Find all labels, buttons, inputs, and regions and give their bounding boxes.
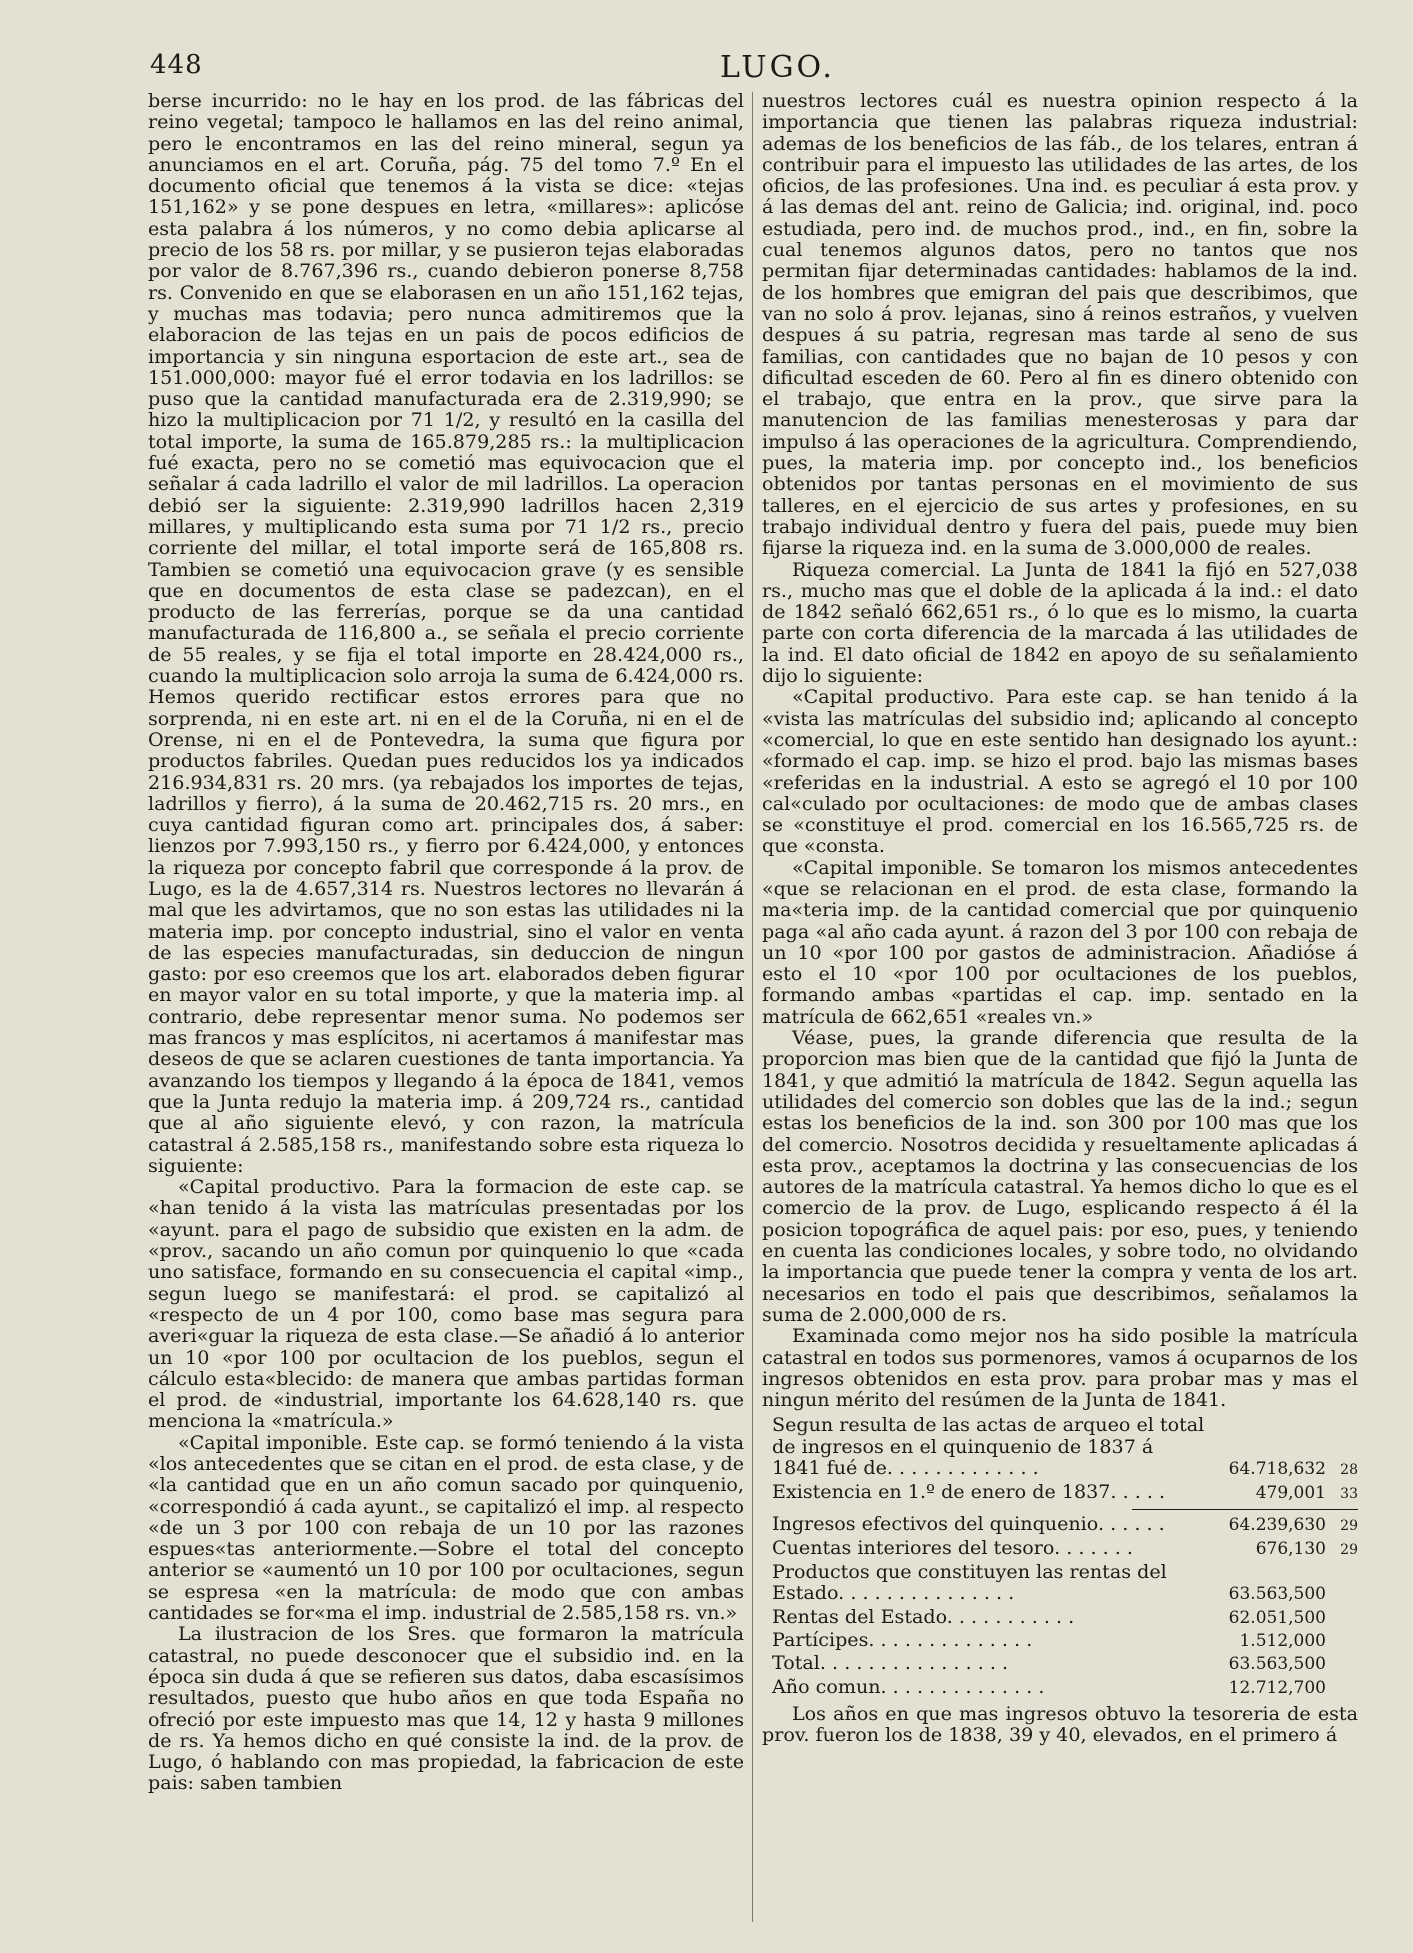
paragraph: Véase, pues, la grande diferencia que resulta de la proporcion mas bien que de la cantidad que fijó la Junta de 1841, y que admitió la matrícula de 1842. Segun aquella las utilidades del comercio son dobles que las de la ind.; segun estas los beneficios de la ind. son 300 por 100 mas que los del comercio. Nosotros decidida y resueltamente aplicadas á esta prov., aceptamos la doctrina y las consecuencias de los autores de la matrícula catastral. Ya hemos dicho lo que es el comercio de la prov. de Lugo, esplicando respecto á él la posicion topográfica de aquel pais: por eso, pues, y teniendo en cuenta las condiciones locales, y sobre todo, no olvidando la importancia que puede tener la compra y venta de los art. necesarios en todo el pais que describimos, señalamos la suma de 2.000,000 de rs. [762, 1026, 1358, 1326]
ledger-row: de ingresos en el quinquenio de 1837 á [772, 1434, 1154, 1458]
ledger-row: Cuentas interiores del tesoro. . . . . . . 676,130 29 [772, 1535, 1358, 1559]
ledger-row: 1841 fué de. . . . . . . . . . . . . 64.718,632 28 [772, 1456, 1358, 1479]
ledger-row: Rentas del Estado. . . . . . . . . . . 62.051,500 [772, 1604, 1326, 1628]
paragraph: «Capital imponible. Se tomaron los mismos antecedentes «que se relacionan en el prod. de esta clase, formando la ma«teria imp. de la cantidad comercial que por quinquenio paga «al año cada ayunt. á razon del 3 por 100 con rebaja de un 10 «por 100 por gastos de administracion. Añadióse á esto el 10 «por 100 por ocultaciones de los pueblos, formando ambas «partidas el cap. imp. sentado en la matrícula de 662,651 «reales vn.» [762, 855, 1358, 1028]
paragraph: «Capital productivo. Para la formacion de este cap. se «han tenido á la vista las matrículas presentadas por los «ayunt. para el pago de subsidio que existen en la adm. de «prov., sacando un año comun por quinquenio lo que «cada uno satisface, formando en su consecuencia el capital «imp., segun luego se manifestará: el prod. se capitalizó al «respecto de un 4 por 100, como base mas segura para averi«guar la riqueza de esta clase.—Se añadió á lo anterior un 10 «por 100 por ocultacion de los pueblos, segun el cálculo esta«blecido: de manera que ambas partidas forman el prod. de «industrial, importante los 64.628,140 rs. que menciona la «matrícula.» [148, 1175, 744, 1433]
ledger-row: Partícipes. . . . . . . . . . . . . . 1.512,000 [772, 1628, 1326, 1652]
right-column [762, 90, 1358, 1746]
closing-paragraph: Los años en que mas ingresos obtuvo la tesoreria de esta prov. fueron los de 1838, 39 y 40, elevados, en el primero á [762, 1701, 1358, 1747]
section-paragraph: Riqueza comercial. La Junta de 1841 la fijó en 527,038 rs., mucho mas que el doble de la aplicada á la ind.: el dato de 1842 señaló 662,651 rs., ó lo que es lo mismo, la cuarta parte con corta diferencia de la marcada á las utilidades de la ind. El dato oficial de 1842 en apoyo de su señalamiento dijo lo siguiente: [762, 557, 1358, 688]
ledger-sum-rule [1132, 1509, 1358, 1510]
paragraph: «Capital productivo. Para este cap. se han tenido á la «vista las matrículas del subsidio ind; aplicando al concepto «comercial, lo que en este sentido han designado los ayunt.: «formado el cap. imp. se hizo el prod. bajo las mismas bases «referidas en la industrial. A esto se agregó el 10 por 100 cal«culado por ocultaciones: de modo que de ambas clases se «constituye el prod. comercial en los 16.565,725 rs. de que «consta. [762, 685, 1358, 858]
ledger-row: Estado. . . . . . . . . . . . . . . 63.563,500 [772, 1581, 1326, 1605]
ledger-row: Total. . . . . . . . . . . . . . . . 63.563,500 [772, 1651, 1326, 1675]
running-title: LUGO. [720, 50, 835, 85]
left-column [148, 90, 744, 1794]
paragraph: La ilustracion de los Sres. que formaron la matrícula catastral, no puede desconocer que el subsidio ind. en la época sin duda á que se refieren sus datos, daba escasísimos resultados, puesto que hubo años en que toda España no ofreció por este impuesto mas que 14, 12 y hasta 9 millones de rs. Ya hemos dicho en qué consiste la ind. de la prov. de Lugo, ó hablando con mas propiedad, la fabricacion de este pais: saben tambien [148, 1622, 744, 1795]
ledger-row: Segun resulta de las actas de arqueo el total [772, 1413, 1205, 1437]
page-header [150, 50, 1350, 90]
paragraph: nuestros lectores cuál es nuestra opinion respecto á la importancia que tienen las palabras riqueza industrial: ademas de los beneficios de las fáb., de los telares, entran á contribuir para el impuesto las utilidades de las artes, de los oficios, de las profesiones. Una ind. es peculiar á esta prov. y á las demas del ant. reino de Galicia; ind. original, ind. poco estudiada, pero ind. de muchos prod., ind., en fin, sobre la cual tenemos algunos datos, pero no tantos que nos permitan fijar determinadas cantidades: hablamos de la ind. de los hombres que emigran del pais que describimos, que van no solo á prov. lejanas, sino á reinos estraños, y vuelven despues á su patria, regresan mas tarde al seno de sus familias, con cantidades que no bajan de 10 pesos y con dificultad esceden de 60. Pero al fin es dinero obtenido con el trabajo, que entra en la prov., que sirve para la manutencion de las familias menesterosas y para dar impulso á las operaciones de la agricultura. Comprendiendo, pues, la materia imp. por concepto ind., los beneficios obtenidos por tantas personas en el movimiento de sus talleres, en el ejercicio de sus artes y profesiones, en su trabajo individual dentro y fuera del pais, puede muy bien fijarse la riqueza ind. en la suma de 3.000,000 de reales. [762, 89, 1358, 560]
revenue-ledger [772, 1414, 1358, 1699]
paragraph: berse incurrido: no le hay en los prod. de las fábricas del reino vegetal; tampoco le hallamos en las del reino animal, pero le encontramos en las del reino mineral, segun ya anunciamos en el art. Coruña, pág. 75 del tomo 7.º En el documento oficial que tenemos á la vista se dice: «tejas 151,162» y se pone despues en letra, «millares»: aplicóse esta palabra á los números, y no como debia aplicarse al precio de los 58 rs. por millar, y se pusieron tejas elaboradas por valor de 8.767,396 rs., cuando debieron ponerse 8,758 rs. Convenido en que se elaborasen en un año 151,162 tejas, y muchas mas todavia; pero nunca admitiremos que la elaboracion de las tejas en un pais de pocos edificios de importancia y sin ninguna esportacion de este art., sea de 151.000,000: mayor fué el error todavia en los ladrillos: se puso que la cantidad manufacturada era de 2.319,990; se hizo la multiplicacion por 71 1/2, y resultó en la casilla del total importe, la suma de 165.879,285 rs.: la multiplicacion fué exacta, pero no se cometió mas equivocacion que el señalar á cada ladrillo el valor de mil ladrillos. La operacion debió ser la siguiente: 2.319,990 ladrillos hacen 2,319 millares, y multiplicando esta suma por 71 1/2 rs., precio corriente del millar, el total importe será de 165,808 rs. Tambien se cometió una equivocacion grave (y es sensible que en documentos de esta clase se padezcan), en el producto de las ferrerías, porque se da una cantidad manufacturada de 116,800 a., se señala el precio corriente de 55 reales, y se fija el total importe en 28.424,000 rs., cuando la multiplicacion solo arroja la suma de 6.424,000 rs. Hemos querido rectificar estos errores para que no sorprenda, ni en este art. ni en el de la Coruña, ni en el de Orense, ni en el de Pontevedra, la suma que figura por productos fabriles. Quedan pues reducidos los ya indicados 216.934,831 rs. 20 mrs. (ya rebajados los importes de tejas, ladrillos y fierro), á la suma de 20.462,715 rs. 20 mrs., en cuya cantidad figuran como art. principales dos, á saber: lienzos por 7.993,150 rs., y fierro por 6.424,000, y entonces la riqueza por concepto fabril que corresponde á la prov. de Lugo, es la de 4.657,314 rs. Nuestros lectores no llevarán á mal que les advirtamos, que no son estas las utilidades ni la materia imp. por concepto industrial, sino el valor en venta de las especies manufacturadas, sin deduccion de ningun gasto: por eso creemos que los art. elaborados deben figurar en mayor valor en su total importe, y que la materia imp. al contrario, debe representar menor suma. No podemos ser mas francos y mas esplícitos, ni acertamos á manifestar mas deseos de que se aclaren cuestiones de tanta importancia. Ya avanzando los tiempos y llegando á la época de 1841, vemos que la Junta redujo la materia imp. á 209,724 rs., cantidad que al año siguiente elevó, y con razon, la matrícula catastral á 2.585,158 rs., manifestando sobre esta riqueza lo siguiente: [148, 89, 744, 1177]
ledger-row: Año comun. . . . . . . . . . . . . . 12.712,700 [772, 1674, 1326, 1698]
paragraph: Examinada como mejor nos ha sido posible la matrícula catastral en todos sus pormenores, vamos á ocuparnos de los ingresos obtenidos en esta prov. para probar mas y mas el ningun mérito del resúmen de la Junta de 1841. [762, 1324, 1358, 1412]
ledger-row: Existencia en 1.º de enero de 1837. . . . . 479,001 33 [772, 1480, 1358, 1504]
ledger-row: Productos que constituyen las rentas del [772, 1560, 1167, 1584]
paragraph: «Capital imponible. Este cap. se formó teniendo á la vista «los antecedentes que se citan en el prod. de esta clase, y de «la cantidad que en un año comun sacado por quinquenio, «correspondió á cada ayunt., se capitalizó el imp. al respecto «de un 3 por 100 con rebaja de un 10 por las razones espues«tas anteriormente.—Sobre el total del concepto anterior se «aumentó un 10 por 100 por ocultaciones, segun se espresa «en la matrícula: de modo que con ambas cantidades se for«ma el imp. industrial de 2.585,158 rs. vn.» [148, 1430, 744, 1625]
column-divider [752, 92, 753, 1922]
page-number: 448 [150, 50, 203, 80]
ledger-row: Ingresos efectivos del quinquenio. . . . . . 64.239,630 29 [772, 1511, 1358, 1535]
